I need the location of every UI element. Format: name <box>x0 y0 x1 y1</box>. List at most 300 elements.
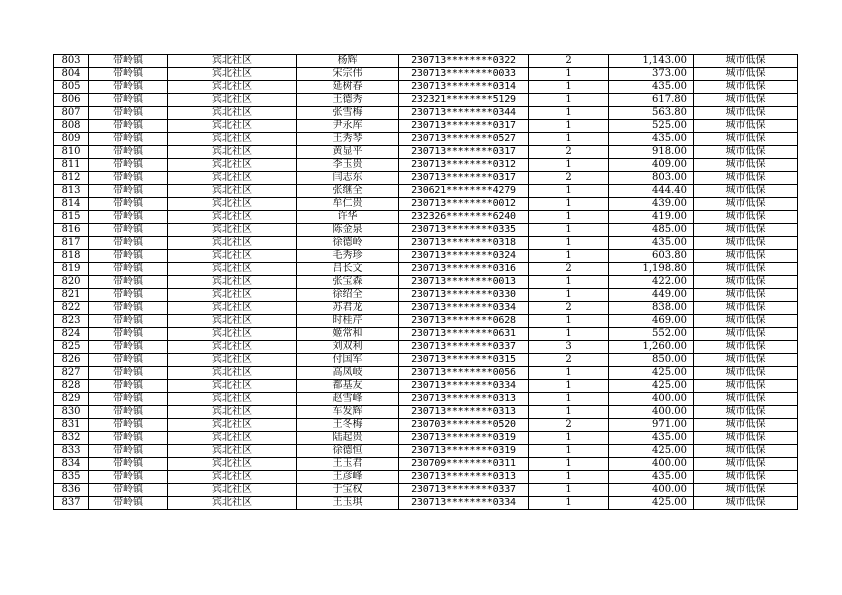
row-number-cell: 813 <box>54 185 89 198</box>
community-cell: 宾北社区 <box>168 328 297 341</box>
category-cell: 城市低保 <box>694 497 798 510</box>
household-count-cell: 1 <box>529 445 609 458</box>
name-cell: 车发辉 <box>297 406 399 419</box>
category-cell: 城市低保 <box>694 120 798 133</box>
table-row <box>54 354 798 367</box>
category-cell: 城市低保 <box>694 458 798 471</box>
category-cell: 城市低保 <box>694 185 798 198</box>
amount-cell: 425.00 <box>609 367 694 380</box>
table-row <box>54 380 798 393</box>
household-count-cell: 1 <box>529 250 609 263</box>
name-cell: 王彦峰 <box>297 471 399 484</box>
amount-cell: 439.00 <box>609 198 694 211</box>
amount-cell: 803.00 <box>609 172 694 185</box>
category-cell: 城市低保 <box>694 198 798 211</box>
amount-cell: 838.00 <box>609 302 694 315</box>
name-cell: 刘双利 <box>297 341 399 354</box>
name-cell: 闫志东 <box>297 172 399 185</box>
community-cell: 宾北社区 <box>168 198 297 211</box>
row-number-cell: 805 <box>54 81 89 94</box>
household-count-cell: 1 <box>529 432 609 445</box>
row-number-cell: 809 <box>54 133 89 146</box>
amount-cell: 422.00 <box>609 276 694 289</box>
name-cell: 王德秀 <box>297 94 399 107</box>
household-count-cell: 2 <box>529 419 609 432</box>
table-row <box>54 133 798 146</box>
amount-cell: 485.00 <box>609 224 694 237</box>
row-number-cell: 829 <box>54 393 89 406</box>
id-number-cell: 230621********4279 <box>399 185 529 198</box>
id-number-cell: 230713********0012 <box>399 198 529 211</box>
household-count-cell: 1 <box>529 315 609 328</box>
id-number-cell: 230713********0337 <box>399 341 529 354</box>
id-number-cell: 230713********0317 <box>399 172 529 185</box>
row-number-cell: 810 <box>54 146 89 159</box>
table-row <box>54 68 798 81</box>
table-row <box>54 393 798 406</box>
id-number-cell: 230713********0318 <box>399 237 529 250</box>
town-cell: 带岭镇 <box>89 406 168 419</box>
household-count-cell: 1 <box>529 471 609 484</box>
category-cell: 城市低保 <box>694 263 798 276</box>
row-number-cell: 814 <box>54 198 89 211</box>
town-cell: 带岭镇 <box>89 367 168 380</box>
community-cell: 宾北社区 <box>168 406 297 419</box>
row-number-cell: 831 <box>54 419 89 432</box>
name-cell: 陆起贵 <box>297 432 399 445</box>
household-count-cell: 1 <box>529 458 609 471</box>
category-cell: 城市低保 <box>694 55 798 68</box>
name-cell: 徐德恒 <box>297 445 399 458</box>
community-cell: 宾北社区 <box>168 120 297 133</box>
name-cell: 时桂芹 <box>297 315 399 328</box>
id-number-cell: 232321********5129 <box>399 94 529 107</box>
id-number-cell: 230713********0319 <box>399 432 529 445</box>
amount-cell: 1,198.80 <box>609 263 694 276</box>
category-cell: 城市低保 <box>694 380 798 393</box>
category-cell: 城市低保 <box>694 276 798 289</box>
household-count-cell: 1 <box>529 328 609 341</box>
name-cell: 尹永库 <box>297 120 399 133</box>
category-cell: 城市低保 <box>694 393 798 406</box>
household-count-cell: 1 <box>529 94 609 107</box>
id-number-cell: 230713********0319 <box>399 445 529 458</box>
community-cell: 宾北社区 <box>168 237 297 250</box>
category-cell: 城市低保 <box>694 328 798 341</box>
household-count-cell: 1 <box>529 133 609 146</box>
household-count-cell: 1 <box>529 159 609 172</box>
amount-cell: 400.00 <box>609 393 694 406</box>
row-number-cell: 812 <box>54 172 89 185</box>
id-number-cell: 232326********6240 <box>399 211 529 224</box>
category-cell: 城市低保 <box>694 172 798 185</box>
name-cell: 都基友 <box>297 380 399 393</box>
town-cell: 带岭镇 <box>89 68 168 81</box>
household-count-cell: 1 <box>529 380 609 393</box>
id-number-cell: 230713********0317 <box>399 146 529 159</box>
household-count-cell: 1 <box>529 211 609 224</box>
row-number-cell: 825 <box>54 341 89 354</box>
community-cell: 宾北社区 <box>168 458 297 471</box>
table-row <box>54 328 798 341</box>
table-row <box>54 302 798 315</box>
community-cell: 宾北社区 <box>168 471 297 484</box>
id-number-cell: 230713********0324 <box>399 250 529 263</box>
table-row <box>54 211 798 224</box>
community-cell: 宾北社区 <box>168 432 297 445</box>
row-number-cell: 803 <box>54 55 89 68</box>
household-count-cell: 1 <box>529 81 609 94</box>
town-cell: 带岭镇 <box>89 471 168 484</box>
name-cell: 王玉琪 <box>297 497 399 510</box>
id-number-cell: 230713********0056 <box>399 367 529 380</box>
id-number-cell: 230713********0013 <box>399 276 529 289</box>
name-cell: 李玉贵 <box>297 159 399 172</box>
id-number-cell: 230713********0335 <box>399 224 529 237</box>
amount-cell: 1,260.00 <box>609 341 694 354</box>
household-count-cell: 1 <box>529 185 609 198</box>
row-number-cell: 827 <box>54 367 89 380</box>
community-cell: 宾北社区 <box>168 276 297 289</box>
amount-cell: 425.00 <box>609 445 694 458</box>
town-cell: 带岭镇 <box>89 328 168 341</box>
category-cell: 城市低保 <box>694 133 798 146</box>
community-cell: 宾北社区 <box>168 94 297 107</box>
row-number-cell: 823 <box>54 315 89 328</box>
amount-cell: 400.00 <box>609 458 694 471</box>
amount-cell: 425.00 <box>609 497 694 510</box>
amount-cell: 444.40 <box>609 185 694 198</box>
town-cell: 带岭镇 <box>89 380 168 393</box>
row-number-cell: 834 <box>54 458 89 471</box>
name-cell: 王秀琴 <box>297 133 399 146</box>
household-count-cell: 2 <box>529 263 609 276</box>
amount-cell: 850.00 <box>609 354 694 367</box>
amount-cell: 435.00 <box>609 237 694 250</box>
amount-cell: 400.00 <box>609 406 694 419</box>
row-number-cell: 808 <box>54 120 89 133</box>
amount-cell: 435.00 <box>609 471 694 484</box>
table-row <box>54 497 798 510</box>
household-count-cell: 1 <box>529 237 609 250</box>
table-row <box>54 419 798 432</box>
household-count-cell: 1 <box>529 367 609 380</box>
town-cell: 带岭镇 <box>89 315 168 328</box>
id-number-cell: 230713********0628 <box>399 315 529 328</box>
name-cell: 于宝权 <box>297 484 399 497</box>
name-cell: 赵雪峰 <box>297 393 399 406</box>
id-number-cell: 230713********0312 <box>399 159 529 172</box>
community-cell: 宾北社区 <box>168 211 297 224</box>
id-number-cell: 230713********0344 <box>399 107 529 120</box>
town-cell: 带岭镇 <box>89 263 168 276</box>
row-number-cell: 837 <box>54 497 89 510</box>
household-count-cell: 2 <box>529 354 609 367</box>
category-cell: 城市低保 <box>694 68 798 81</box>
amount-cell: 603.80 <box>609 250 694 263</box>
household-count-cell: 1 <box>529 497 609 510</box>
household-count-cell: 1 <box>529 484 609 497</box>
community-cell: 宾北社区 <box>168 419 297 432</box>
town-cell: 带岭镇 <box>89 211 168 224</box>
household-count-cell: 2 <box>529 55 609 68</box>
town-cell: 带岭镇 <box>89 107 168 120</box>
community-cell: 宾北社区 <box>168 250 297 263</box>
id-number-cell: 230713********0334 <box>399 497 529 510</box>
community-cell: 宾北社区 <box>168 146 297 159</box>
name-cell: 延树春 <box>297 81 399 94</box>
community-cell: 宾北社区 <box>168 172 297 185</box>
household-count-cell: 2 <box>529 302 609 315</box>
town-cell: 带岭镇 <box>89 146 168 159</box>
table-row <box>54 55 798 68</box>
id-number-cell: 230713********0033 <box>399 68 529 81</box>
category-cell: 城市低保 <box>694 107 798 120</box>
row-number-cell: 833 <box>54 445 89 458</box>
row-number-cell: 820 <box>54 276 89 289</box>
town-cell: 带岭镇 <box>89 458 168 471</box>
community-cell: 宾北社区 <box>168 81 297 94</box>
name-cell: 宋宗伟 <box>297 68 399 81</box>
name-cell: 杨辉 <box>297 55 399 68</box>
row-number-cell: 828 <box>54 380 89 393</box>
community-cell: 宾北社区 <box>168 393 297 406</box>
town-cell: 带岭镇 <box>89 120 168 133</box>
category-cell: 城市低保 <box>694 406 798 419</box>
amount-cell: 425.00 <box>609 380 694 393</box>
name-cell: 王冬梅 <box>297 419 399 432</box>
household-count-cell: 1 <box>529 393 609 406</box>
category-cell: 城市低保 <box>694 94 798 107</box>
amount-cell: 449.00 <box>609 289 694 302</box>
id-number-cell: 230703********0520 <box>399 419 529 432</box>
name-cell: 姬常和 <box>297 328 399 341</box>
row-number-cell: 821 <box>54 289 89 302</box>
town-cell: 带岭镇 <box>89 185 168 198</box>
community-cell: 宾北社区 <box>168 315 297 328</box>
name-cell: 付国军 <box>297 354 399 367</box>
amount-cell: 617.80 <box>609 94 694 107</box>
id-number-cell: 230713********0330 <box>399 289 529 302</box>
household-count-cell: 2 <box>529 172 609 185</box>
table-row <box>54 81 798 94</box>
id-number-cell: 230713********0631 <box>399 328 529 341</box>
category-cell: 城市低保 <box>694 237 798 250</box>
town-cell: 带岭镇 <box>89 133 168 146</box>
town-cell: 带岭镇 <box>89 250 168 263</box>
category-cell: 城市低保 <box>694 432 798 445</box>
category-cell: 城市低保 <box>694 159 798 172</box>
relief-roster-table <box>53 54 798 510</box>
table-row <box>54 445 798 458</box>
amount-cell: 918.00 <box>609 146 694 159</box>
category-cell: 城市低保 <box>694 471 798 484</box>
table-row <box>54 484 798 497</box>
town-cell: 带岭镇 <box>89 432 168 445</box>
table-row <box>54 289 798 302</box>
table-row <box>54 120 798 133</box>
table-row <box>54 159 798 172</box>
name-cell: 徐绍全 <box>297 289 399 302</box>
name-cell: 苏君龙 <box>297 302 399 315</box>
amount-cell: 373.00 <box>609 68 694 81</box>
id-number-cell: 230713********0313 <box>399 471 529 484</box>
community-cell: 宾北社区 <box>168 224 297 237</box>
amount-cell: 563.80 <box>609 107 694 120</box>
amount-cell: 435.00 <box>609 432 694 445</box>
community-cell: 宾北社区 <box>168 367 297 380</box>
name-cell: 黄显平 <box>297 146 399 159</box>
category-cell: 城市低保 <box>694 146 798 159</box>
town-cell: 带岭镇 <box>89 393 168 406</box>
row-number-cell: 816 <box>54 224 89 237</box>
id-number-cell: 230713********0334 <box>399 302 529 315</box>
id-number-cell: 230713********0315 <box>399 354 529 367</box>
table-row <box>54 185 798 198</box>
town-cell: 带岭镇 <box>89 497 168 510</box>
category-cell: 城市低保 <box>694 250 798 263</box>
table-row <box>54 172 798 185</box>
name-cell: 张雪梅 <box>297 107 399 120</box>
community-cell: 宾北社区 <box>168 354 297 367</box>
amount-cell: 400.00 <box>609 484 694 497</box>
community-cell: 宾北社区 <box>168 484 297 497</box>
id-number-cell: 230713********0527 <box>399 133 529 146</box>
category-cell: 城市低保 <box>694 445 798 458</box>
category-cell: 城市低保 <box>694 419 798 432</box>
town-cell: 带岭镇 <box>89 419 168 432</box>
category-cell: 城市低保 <box>694 315 798 328</box>
name-cell: 张继全 <box>297 185 399 198</box>
town-cell: 带岭镇 <box>89 276 168 289</box>
amount-cell: 435.00 <box>609 133 694 146</box>
table-row <box>54 432 798 445</box>
name-cell: 陈金泉 <box>297 224 399 237</box>
category-cell: 城市低保 <box>694 367 798 380</box>
town-cell: 带岭镇 <box>89 159 168 172</box>
table-row <box>54 315 798 328</box>
town-cell: 带岭镇 <box>89 289 168 302</box>
amount-cell: 525.00 <box>609 120 694 133</box>
row-number-cell: 835 <box>54 471 89 484</box>
table-row <box>54 107 798 120</box>
id-number-cell: 230713********0317 <box>399 120 529 133</box>
name-cell: 吕长文 <box>297 263 399 276</box>
town-cell: 带岭镇 <box>89 341 168 354</box>
row-number-cell: 817 <box>54 237 89 250</box>
name-cell: 牟仁贵 <box>297 198 399 211</box>
table-row <box>54 406 798 419</box>
town-cell: 带岭镇 <box>89 445 168 458</box>
community-cell: 宾北社区 <box>168 445 297 458</box>
name-cell: 王玉君 <box>297 458 399 471</box>
community-cell: 宾北社区 <box>168 68 297 81</box>
household-count-cell: 1 <box>529 406 609 419</box>
id-number-cell: 230713********0313 <box>399 393 529 406</box>
town-cell: 带岭镇 <box>89 354 168 367</box>
household-count-cell: 1 <box>529 120 609 133</box>
row-number-cell: 806 <box>54 94 89 107</box>
community-cell: 宾北社区 <box>168 289 297 302</box>
id-number-cell: 230713********0334 <box>399 380 529 393</box>
id-number-cell: 230713********0313 <box>399 406 529 419</box>
row-number-cell: 830 <box>54 406 89 419</box>
row-number-cell: 815 <box>54 211 89 224</box>
id-number-cell: 230709********0311 <box>399 458 529 471</box>
table-row <box>54 94 798 107</box>
id-number-cell: 230713********0314 <box>399 81 529 94</box>
household-count-cell: 1 <box>529 198 609 211</box>
category-cell: 城市低保 <box>694 484 798 497</box>
category-cell: 城市低保 <box>694 302 798 315</box>
community-cell: 宾北社区 <box>168 380 297 393</box>
amount-cell: 435.00 <box>609 81 694 94</box>
amount-cell: 971.00 <box>609 419 694 432</box>
household-count-cell: 2 <box>529 146 609 159</box>
town-cell: 带岭镇 <box>89 81 168 94</box>
category-cell: 城市低保 <box>694 341 798 354</box>
town-cell: 带岭镇 <box>89 237 168 250</box>
row-number-cell: 807 <box>54 107 89 120</box>
community-cell: 宾北社区 <box>168 185 297 198</box>
table-row <box>54 237 798 250</box>
name-cell: 高凤岐 <box>297 367 399 380</box>
town-cell: 带岭镇 <box>89 55 168 68</box>
household-count-cell: 1 <box>529 224 609 237</box>
category-cell: 城市低保 <box>694 354 798 367</box>
category-cell: 城市低保 <box>694 211 798 224</box>
community-cell: 宾北社区 <box>168 302 297 315</box>
name-cell: 张宝森 <box>297 276 399 289</box>
roster-body <box>54 55 798 510</box>
community-cell: 宾北社区 <box>168 133 297 146</box>
town-cell: 带岭镇 <box>89 198 168 211</box>
row-number-cell: 804 <box>54 68 89 81</box>
row-number-cell: 826 <box>54 354 89 367</box>
community-cell: 宾北社区 <box>168 159 297 172</box>
community-cell: 宾北社区 <box>168 263 297 276</box>
name-cell: 毛秀珍 <box>297 250 399 263</box>
row-number-cell: 836 <box>54 484 89 497</box>
id-number-cell: 230713********0316 <box>399 263 529 276</box>
amount-cell: 1,143.00 <box>609 55 694 68</box>
household-count-cell: 3 <box>529 341 609 354</box>
amount-cell: 419.00 <box>609 211 694 224</box>
table-row <box>54 224 798 237</box>
household-count-cell: 1 <box>529 107 609 120</box>
town-cell: 带岭镇 <box>89 224 168 237</box>
row-number-cell: 811 <box>54 159 89 172</box>
id-number-cell: 230713********0337 <box>399 484 529 497</box>
household-count-cell: 1 <box>529 289 609 302</box>
row-number-cell: 822 <box>54 302 89 315</box>
town-cell: 带岭镇 <box>89 94 168 107</box>
table-row <box>54 458 798 471</box>
household-count-cell: 1 <box>529 276 609 289</box>
town-cell: 带岭镇 <box>89 484 168 497</box>
community-cell: 宾北社区 <box>168 107 297 120</box>
amount-cell: 469.00 <box>609 315 694 328</box>
row-number-cell: 818 <box>54 250 89 263</box>
table-row <box>54 263 798 276</box>
table-row <box>54 341 798 354</box>
category-cell: 城市低保 <box>694 224 798 237</box>
name-cell: 许华 <box>297 211 399 224</box>
town-cell: 带岭镇 <box>89 302 168 315</box>
row-number-cell: 819 <box>54 263 89 276</box>
category-cell: 城市低保 <box>694 289 798 302</box>
community-cell: 宾北社区 <box>168 55 297 68</box>
